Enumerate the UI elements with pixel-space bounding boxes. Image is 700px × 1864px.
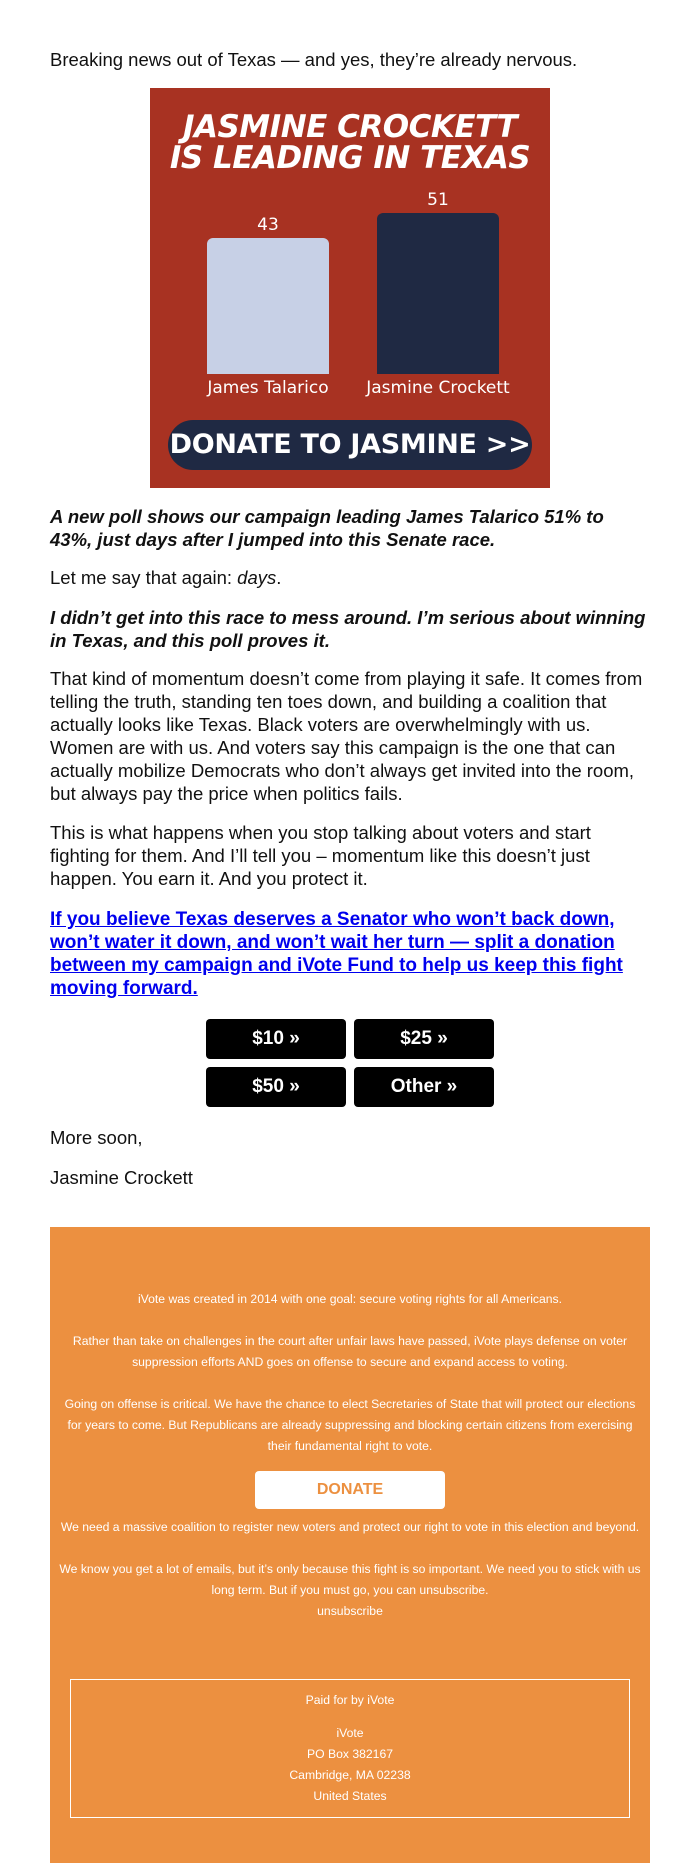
donate-other-button[interactable]: Other »	[354, 1067, 494, 1107]
donate-50-button[interactable]: $50 »	[206, 1067, 346, 1107]
poll-graphic[interactable]	[150, 88, 550, 488]
intro-text: Breaking news out of Texas — and yes, they’re already nervous.	[50, 49, 578, 70]
graphic-headline	[150, 109, 550, 176]
repeat-prefix: Let me say that again:	[50, 567, 238, 588]
serious-paragraph: I didn’t get into this race to mess around. I’m serious about winning in Texas, and this poll proves it.	[50, 607, 646, 651]
fighting-paragraph: This is what happens when you stop talking about voters and start fighting for them. And I’ll tell you – momentum like this doesn’t just happen. You earn it. And you protect it.	[50, 822, 591, 889]
address-country: United States	[313, 1789, 387, 1803]
footer	[50, 1227, 650, 1863]
headline-line-1: JASMINE CROCKETT	[182, 109, 518, 145]
bar-value-talarico: 43	[257, 215, 279, 235]
signature-text: Jasmine Crockett	[50, 1167, 193, 1188]
repeat-suffix: .	[276, 567, 282, 588]
footer-coalition: We need a massive coalition to register new voters and protect our right to vote in this election and beyond.	[60, 1520, 640, 1534]
bar-crockett	[377, 213, 499, 374]
footer-mission: iVote was created in 2014 with one goal: secure voting rights for all Americans.	[137, 1292, 563, 1306]
address-city: Cambridge, MA 02238	[289, 1768, 411, 1782]
bar-value-crockett: 51	[427, 190, 449, 210]
headline-line-2: IS LEADING IN TEXAS	[169, 140, 531, 176]
donation-cta-link[interactable]: If you believe Texas deserves a Senator who won’t back down, won’t water it down, and won’t wait her turn — split a donation between my campaign and iVote Fund to help us keep this fight moving forward.	[50, 909, 623, 999]
address-org: iVote	[336, 1726, 364, 1740]
repeat-paragraph	[50, 566, 650, 589]
address-po-box: PO Box 382167	[306, 1747, 394, 1761]
signoff-text: More soon,	[50, 1127, 143, 1148]
paid-for-box	[70, 1679, 630, 1818]
unsubscribe-link[interactable]: unsubscribe	[317, 1604, 383, 1618]
donate-to-jasmine-button[interactable]: DONATE TO JASMINE >>	[168, 420, 532, 470]
poll-paragraph: A new poll shows our campaign leading James Talarico 51% to 43%, just days after I jumped into this Senate race.	[50, 506, 604, 550]
bar-label-talarico: James Talarico	[207, 378, 329, 398]
footer-emails: We know you get a lot of emails, but it’s only because this fight is so important. We need you to stick with us long term. But if you must go, you can unsubscribe.	[59, 1562, 641, 1597]
footer-donate-button[interactable]: DONATE	[255, 1471, 445, 1509]
paid-for-text: Paid for by iVote	[305, 1693, 395, 1707]
bar-talarico	[207, 238, 329, 374]
footer-offense: Going on offense is critical. We have the chance to elect Secretaries of State that will protect our elections for years to come. But Republicans are already suppressing and blocking certain citizens from exercising their fundamental right to vote.	[64, 1397, 636, 1453]
donate-10-button[interactable]: $10 »	[206, 1019, 346, 1059]
repeat-emphasis: days	[237, 567, 277, 588]
momentum-paragraph: That kind of momentum doesn’t come from playing it safe. It comes from telling the truth, standing ten toes down, and building a coalition that actually looks like Texas. Black voters are overwhelmingly with us. Women are with us. And voters say this campaign is the one that can actually mobilize Democrats who don’t always get invited into the room, but always pay the price when politics fails.	[50, 668, 643, 804]
footer-defense: Rather than take on challenges in the court after unfair laws have passed, iVote plays defense on voter suppression efforts AND goes on offense to secure and expand access to voting.	[72, 1334, 628, 1369]
donate-25-button[interactable]: $25 »	[354, 1019, 494, 1059]
bar-label-crockett: Jasmine Crockett	[366, 378, 510, 398]
